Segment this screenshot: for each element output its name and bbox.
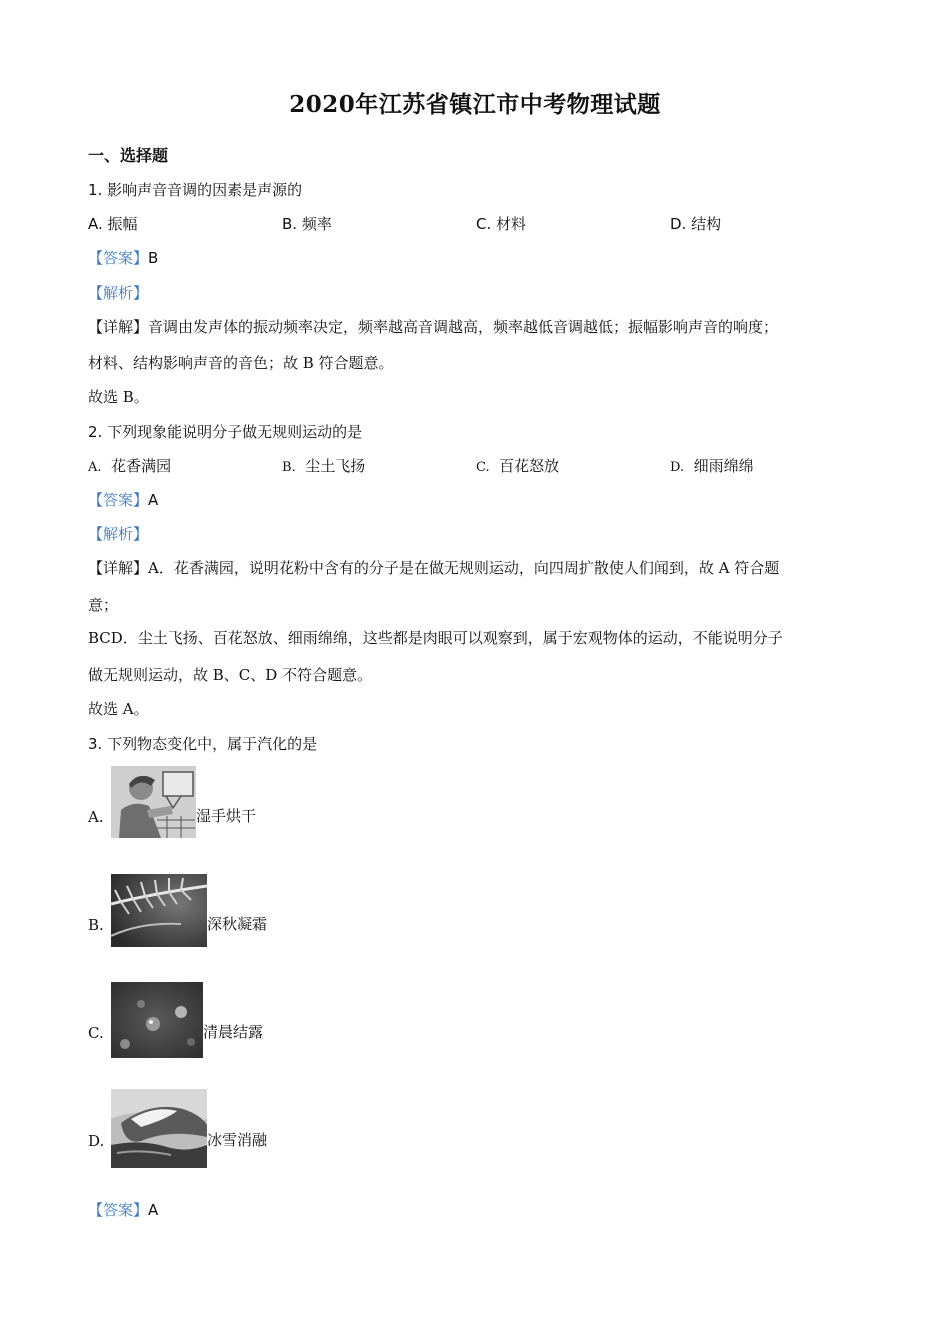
option-letter: C. bbox=[476, 460, 490, 475]
q2-detail-line: 【详解】A．花香满园，说明花粉中含有的分子是在做无规则运动，向四周扩散使人们闻到，故 A 符合题 bbox=[88, 559, 780, 577]
frost-photo-icon bbox=[111, 874, 207, 947]
answer-tag: 【答案】 bbox=[88, 249, 149, 267]
option-text: 尘土飞扬 bbox=[305, 457, 366, 475]
q1-conclusion: 故选 B。 bbox=[88, 388, 149, 406]
q3-option-b-letter: B. bbox=[88, 916, 104, 934]
question-3 bbox=[88, 734, 317, 754]
option-text: 花香满园 bbox=[111, 457, 172, 475]
q1-analysis-tag: 【解析】 bbox=[88, 284, 149, 302]
question-number: 3. bbox=[88, 735, 103, 753]
option-text: 频率 bbox=[301, 215, 332, 233]
q2-option-b bbox=[282, 456, 365, 478]
answer-value: B bbox=[148, 249, 159, 267]
q3-option-d-text: 冰雪消融 bbox=[207, 1131, 268, 1149]
option-letter: C. bbox=[476, 215, 492, 233]
option-letter: A. bbox=[88, 460, 102, 475]
answer-value: A bbox=[148, 1201, 159, 1219]
option-text: 结构 bbox=[691, 215, 722, 233]
answer-tag: 【答案】 bbox=[88, 491, 149, 509]
melting-snow-photo-icon bbox=[111, 1089, 207, 1168]
question-number: 1. bbox=[88, 181, 103, 199]
q3-option-b-text: 深秋凝霜 bbox=[207, 915, 268, 933]
dew-photo-icon bbox=[111, 982, 203, 1058]
q2-detail-line: BCD．尘土飞扬、百花怒放、细雨绵绵，这些都是肉眼可以观察到，属于宏观物体的运动，不能说明分子 bbox=[88, 629, 783, 647]
q3-option-c-text: 清晨结露 bbox=[203, 1023, 264, 1041]
q3-option-a-letter: A. bbox=[88, 808, 104, 826]
option-letter: A. bbox=[88, 215, 103, 233]
page-title: 2020年江苏省镇江市中考物理试题 bbox=[289, 91, 661, 118]
q3-option-d-letter: D. bbox=[88, 1132, 105, 1150]
option-text: 细雨绵绵 bbox=[693, 457, 754, 475]
question-number: 2. bbox=[88, 423, 103, 441]
option-text: 振幅 bbox=[107, 215, 138, 233]
q2-detail-line: 意； bbox=[88, 596, 119, 614]
q1-detail-line: 【详解】音调由发声体的振动频率决定，频率越高音调越高，频率越低音调越低；振幅影响声音的响度； bbox=[88, 318, 779, 336]
q1-option-c bbox=[476, 214, 526, 234]
question-text: 下列物态变化中，属于汽化的是 bbox=[107, 735, 318, 753]
q1-option-a bbox=[88, 214, 138, 234]
q2-option-c bbox=[476, 456, 559, 478]
section-heading: 一、选择题 bbox=[88, 146, 169, 165]
q2-option-d bbox=[670, 456, 754, 478]
hand-dryer-photo-icon bbox=[111, 766, 196, 838]
q1-answer bbox=[88, 248, 158, 268]
q3-answer bbox=[88, 1200, 158, 1220]
q2-option-a bbox=[88, 456, 171, 478]
option-letter: D. bbox=[670, 215, 687, 233]
q2-conclusion: 故选 A。 bbox=[88, 700, 149, 718]
option-text: 材料 bbox=[496, 215, 527, 233]
q2-detail-line: 做无规则运动，故 B、C、D 不符合题意。 bbox=[88, 666, 373, 684]
option-letter: B. bbox=[282, 460, 296, 475]
answer-tag: 【答案】 bbox=[88, 1201, 149, 1219]
q3-option-c-letter: C. bbox=[88, 1024, 104, 1042]
q1-option-d bbox=[670, 214, 721, 234]
q2-analysis-tag: 【解析】 bbox=[88, 525, 149, 543]
question-text: 影响声音音调的因素是声源的 bbox=[107, 181, 303, 199]
question-2 bbox=[88, 422, 362, 442]
q3-option-a-text: 湿手烘干 bbox=[196, 807, 257, 825]
q1-option-b bbox=[282, 214, 332, 234]
option-letter: B. bbox=[282, 215, 298, 233]
question-text: 下列现象能说明分子做无规则运动的是 bbox=[107, 423, 363, 441]
answer-value: A bbox=[148, 491, 159, 509]
q2-answer bbox=[88, 490, 158, 510]
q1-detail-line: 材料、结构影响声音的音色；故 B 符合题意。 bbox=[88, 354, 394, 372]
option-letter: D. bbox=[670, 460, 685, 475]
option-text: 百花怒放 bbox=[499, 457, 560, 475]
question-1 bbox=[88, 180, 302, 200]
